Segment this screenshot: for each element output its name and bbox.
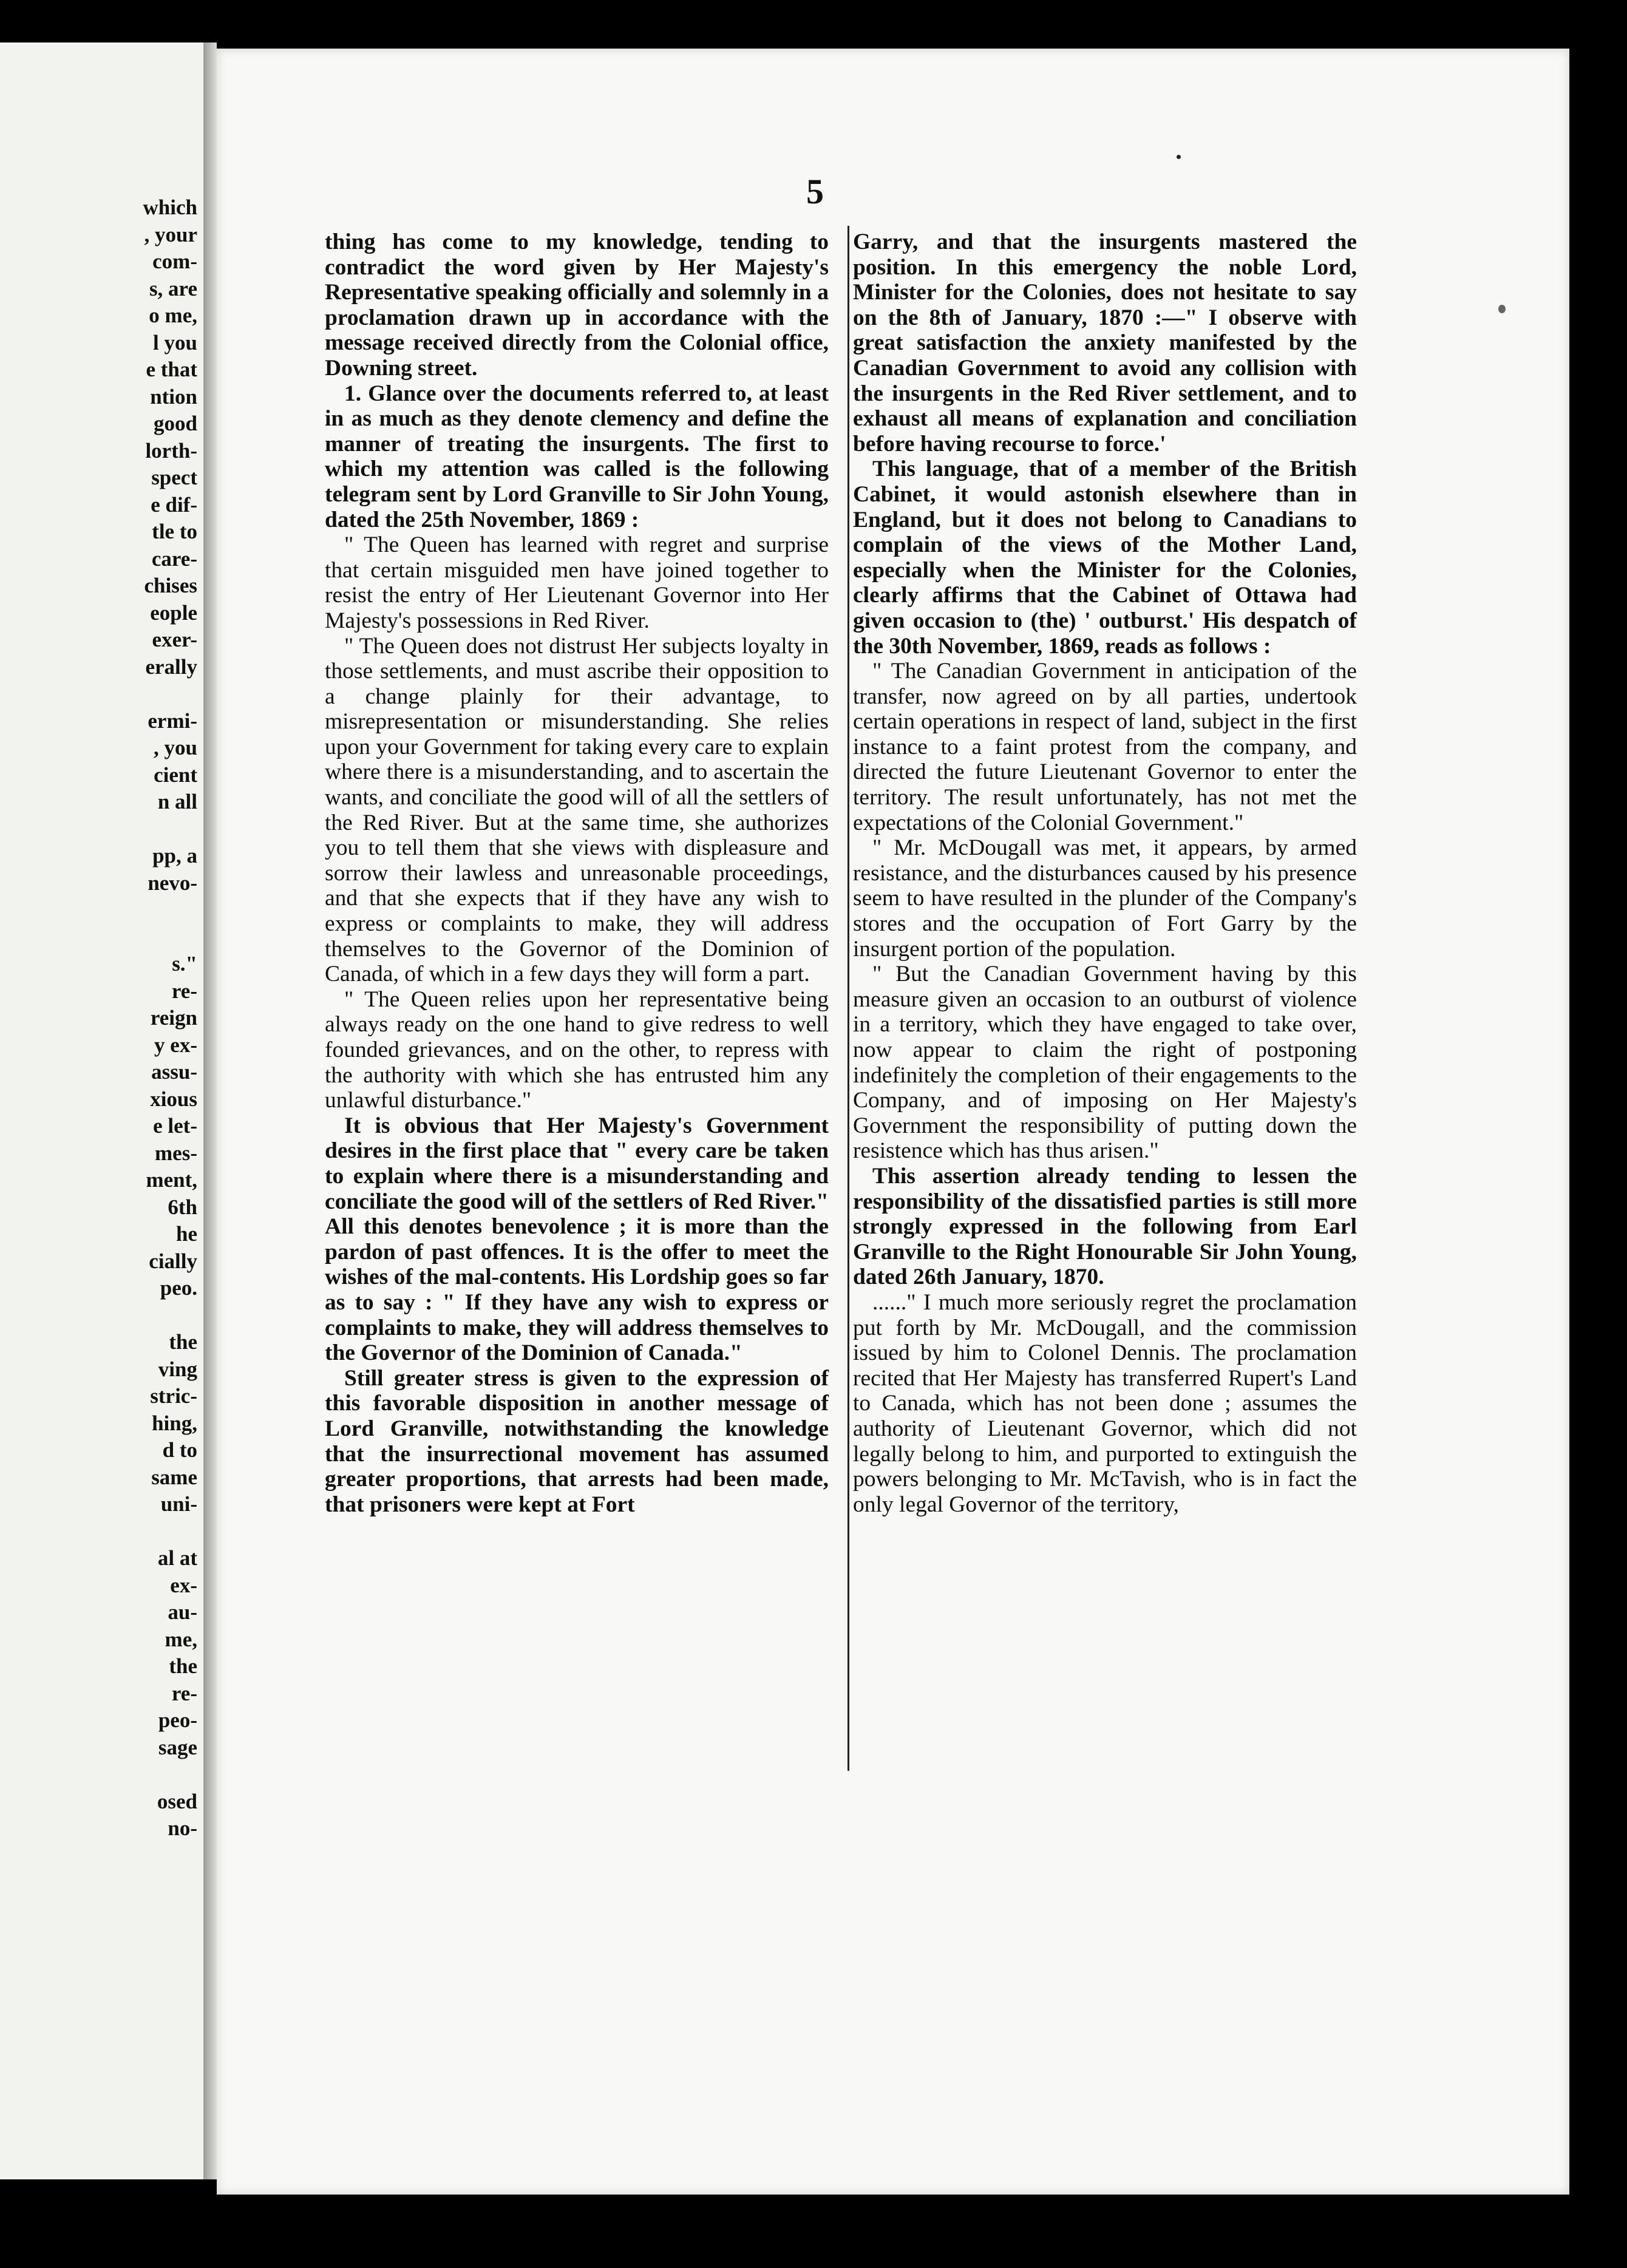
paragraph: 1. Glance over the documents referred to, at least in as much as they denote clemency and define the manner of treating the insurgents. The first to which my attention was called is the following telegram sent by Lord Granville to Sir John Young, dated the 25th November, 1869 : [325, 381, 829, 532]
paragraph: " The Queen has learned with regret and surprise that certain misguided men have joined together to resist the entry of Her Lieutenant Governor into Her Majesty's possessions in Red River. [325, 532, 829, 633]
fragment-line: eople [150, 600, 197, 625]
paragraph: " Mr. McDougall was met, it appears, by armed resistance, and the disturbances caused by his presence seem to have resulted in the plunder of the Company's stores and the occupation of Fort Garry by the insurgent portion of the population. [853, 835, 1357, 962]
fragment-line: pp, a [152, 844, 197, 867]
fragment-line: re- [171, 1681, 197, 1705]
left-text-column [325, 229, 829, 1517]
fragment-line: s." [172, 952, 197, 976]
fragment-line: spect [151, 466, 197, 489]
ink-speck [1177, 155, 1181, 159]
fragment-line: s, are [149, 276, 197, 300]
fragment-line: same [151, 1465, 197, 1489]
fragment-line: re- [171, 979, 197, 1003]
paragraph: This language, that of a member of the British Cabinet, it would astonish elsewhere than in England, but it does not belong to Canadians to complain of the views of the Mother Land, especially when the Minister for the Colonies, clearly affirms that the Cabinet of Ottawa had given occasion to (the) ' outburst.' His despatch of the 30th November, 1869, reads as follows : [853, 457, 1357, 659]
fragment-line: y ex- [154, 1033, 197, 1057]
fragment-line: ex- [170, 1573, 197, 1597]
right-text-column [853, 229, 1357, 1517]
fragment-line: 6th [168, 1195, 197, 1219]
fragment-line: ment, [146, 1168, 197, 1192]
fragment-line: good [154, 412, 197, 435]
fragment-line: au- [168, 1600, 197, 1624]
fragment-line: which [143, 195, 197, 219]
fragment-line: exer- [152, 628, 197, 651]
paragraph: It is obvious that Her Majesty's Government desires in the first place that " every care be taken to explain where there is a misunderstanding and conciliate the good will of the settlers of Red River." All this denotes benevolence ; it is more than the pardon of past offences. It is the offer to meet the wishes of the mal-contents. His Lordship goes so far as to say : " If they have any wish to express or complaints to make, they will address themselves to the Governor of the Dominion of Canada." [325, 1113, 829, 1366]
fragment-line: lorth- [145, 438, 197, 463]
fragment-line: d to [162, 1438, 197, 1462]
fragment-line: hing, [152, 1411, 197, 1435]
paragraph: This assertion already tending to lessen the responsibility of the dissatisfied parties is still more strongly expressed in the following from Earl Granville to the Right Honourable Sir John Young, dated 26th January, 1870. [853, 1163, 1357, 1290]
ink-speck [1498, 305, 1506, 313]
column-divider [847, 226, 849, 1771]
paragraph: " The Queen does not distrust Her subjects loyalty in those settlements, and must ascribe their opposition to a change plainly for their advantage, to misrepresentation or misunderstanding. She relies upon your Government for taking every care to explain where there is a misunderstanding, and to ascertain the wants, and conciliate the good will of all the settlers of the Red River. But at the same time, she authorizes you to tell them that she views with displeasure and sorrow their lawless and unreasonable proceedings, and that she expects that if they have any wish to express or complaints to make, they will address themselves to the Governor of the Dominion of Canada, of which in a few days they will form a part. [325, 633, 829, 987]
book-gutter [203, 42, 217, 2179]
fragment-line: xious [150, 1087, 197, 1111]
fragment-line: cient [154, 762, 197, 787]
paragraph: " But the Canadian Government having by this measure given an occasion to an outburst of violence in a territory, which they have engaged to take over, now appear to claim the right of postponing indefinitely the completion of their engagements to the Company, and of imposing on Her Majesty's Government the responsibility of putting down the resistence which has thus arisen." [853, 962, 1357, 1164]
fragment-line: l you [153, 330, 197, 355]
fragment-line: ving [158, 1357, 197, 1381]
fragment-line: the [169, 1654, 197, 1678]
fragment-line: stric- [150, 1384, 197, 1408]
previous-page-strip [0, 42, 207, 2179]
paragraph: ......" I much more seriously regret the proclamation put forth by Mr. McDougall, and the commission issued by him to Colonel Dennis. The proclamation recited that Her Majesty has transferred Rupert's Land to Canada, which has not been done ; assumes the authority of Lieutenant Governor, which did not legally belong to him, and purported to extinguish the powers belonging to Mr. McTavish, who is in fact the only legal Governor of the territory, [853, 1289, 1357, 1517]
fragment-line: osed [157, 1789, 197, 1813]
fragment-line: he [176, 1222, 197, 1246]
fragment-line: erally [145, 654, 197, 679]
fragment-line: nevo- [148, 871, 197, 895]
fragment-line: assu- [151, 1060, 197, 1084]
fragment-line: peo. [160, 1276, 197, 1300]
fragment-line: tle to [152, 520, 197, 543]
fragment-line: mes- [155, 1141, 197, 1165]
fragment-line: peo- [158, 1708, 197, 1732]
fragment-line: no- [168, 1816, 197, 1840]
fragment-line: me, [165, 1627, 197, 1651]
paragraph: " The Canadian Government in anticipation of the transfer, now agreed on by all parties, undertook certain operations in respect of land, subject in the first instance to a faint protest from the company, and directed the future Lieutenant Governor to enter the territory. The result unfortunately, has not met the expectations of the Colonial Government." [853, 659, 1357, 835]
fragment-line: , your [144, 222, 197, 246]
paragraph: Still greater stress is given to the expression of this favorable disposition in another message of Lord Granville, notwithstanding the knowledge that the insurrectional movement has assumed greater proportions, that arrests had been made, that prisoners were kept at Fort [325, 1365, 829, 1517]
fragment-line: al at [157, 1546, 197, 1570]
fragment-line: e dif- [151, 492, 197, 517]
fragment-line: uni- [160, 1492, 197, 1516]
paragraph: thing has come to my knowledge, tending to contradict the word given by Her Majesty's Representative speaking officially and solemnly in a proclamation drawn up in accordance with the message received directly from the Colonial office, Downing street. [325, 229, 829, 381]
fragment-line: e that [146, 358, 197, 381]
page-number: 5 [806, 172, 824, 211]
fragment-line: reign [150, 1006, 197, 1030]
fragment-line: ermi- [148, 708, 197, 733]
fragment-line: , you [154, 736, 197, 759]
fragment-line: com- [152, 250, 197, 273]
fragment-line: chises [144, 574, 197, 597]
fragment-line: the [169, 1330, 197, 1354]
fragment-line: e let- [153, 1114, 197, 1138]
fragment-line: care- [151, 546, 197, 571]
fragment-line: n all [157, 790, 197, 813]
paragraph: Garry, and that the insurgents mastered the position. In this emergency the noble Lord, Minister for the Colonies, does not hesitate to say on the 8th of January, 1870 :—" I observe with great satisfaction the anxiety manifested by the Canadian Government to avoid any collision with the insurgents in the Red River settlement, and to exhaust all means of explanation and conciliation before having recourse to force.' [853, 229, 1357, 457]
fragment-line: ntion [150, 384, 197, 409]
paragraph: " The Queen relies upon her representative being always ready on the one hand to give redress to well founded grievances, and on the other, to repress with the authority with which she has entrusted him any unlawful disturbance." [325, 986, 829, 1113]
fragment-line: cially [149, 1249, 197, 1273]
fragment-line: sage [158, 1735, 197, 1759]
fragment-line: o me, [149, 304, 197, 327]
